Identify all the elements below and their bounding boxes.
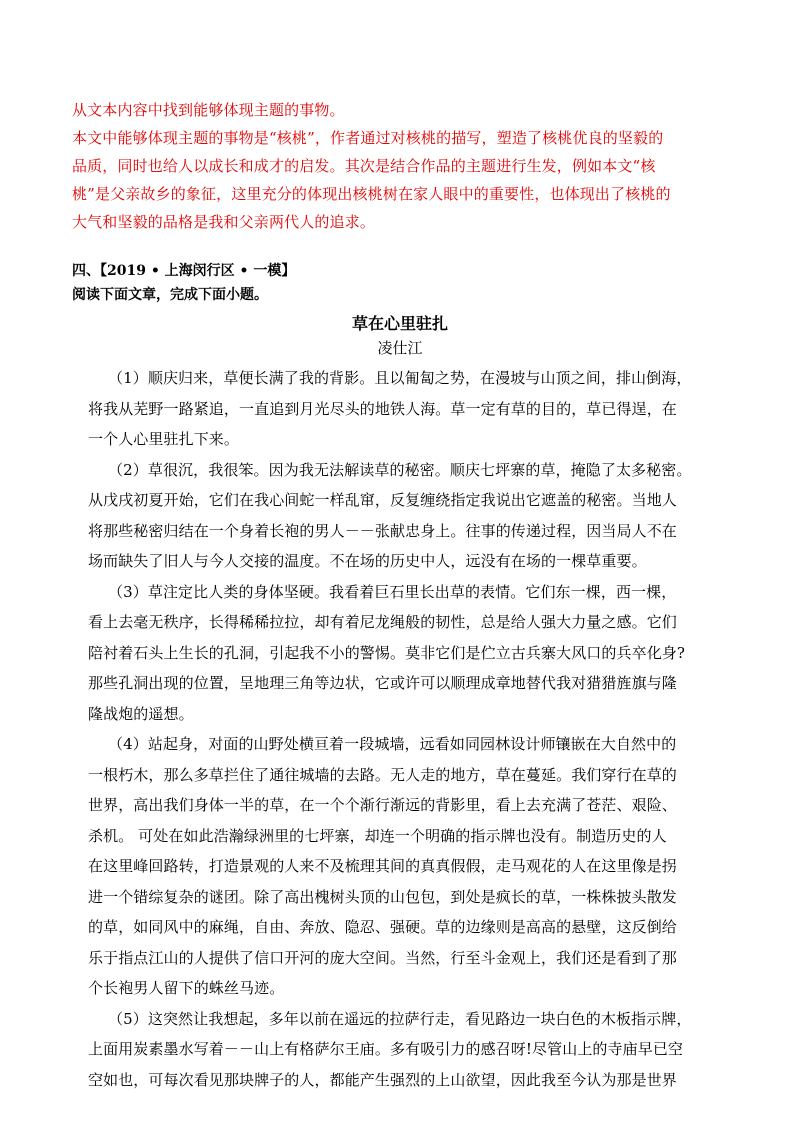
answer-line: 大气和坚毅的品格是我和父亲两代人的追求。 [72,213,376,231]
article-title: 草在心里驻扎 [351,314,448,333]
answer-line: 品质，同时也给人以成长和成才的启发。其次是结合作品的主题进行生发，例如本文“核 [72,157,656,175]
answer-line: 桃”是父亲故乡的象征，这里充分的体现出核桃树在家人眼中的重要性，也体现出了核桃的 [72,185,671,203]
article-line: 从戊戌初夏开始，它们在我心间蛇一样乱窜，反复缠绕指定我说出它遮盖的秘密。当地人 [88,491,677,509]
article-line: 杀机。 可处在如此浩瀚绿洲里的七坪寨，却连一个明确的指示牌也没有。制造历史的人 [88,826,667,845]
article-line: 世界，高出我们身体一半的草，在一个个渐行渐远的背影里，看上去充满了苍茫、艰险、 [88,796,677,814]
answer-line: 本文中能够体现主题的事物是“核桃”，作者通过对核桃的描写，塑造了核桃优良的坚毅的 [72,129,664,147]
section-heading: 四、【2019 • 上海闵行区 • 一模】 [72,263,296,279]
article-line: 看上去毫无秩序，长得稀稀拉拉，却有着尼龙绳般的韧性，总是给人强大力量之感。它们 [88,613,677,631]
article-line: 那些孔洞出现的位置，呈地理三角等边状，它或许可以顺理成章地替代我对猎猎旌旗与隆 [88,674,677,692]
article-line: 空如也，可每次看见那块牌子的人，都能产生强烈的上山欲望，因此我至今认为那是世界 [88,1070,677,1089]
article-line: 场而缺失了旧人与今人交接的温度。不在场的历史中人，远没有在场的一棵草重要。 [88,552,647,570]
article-line: 陪衬着石头上生长的孔洞，引起我不小的警惕。莫非它们是伫立古兵寨大风口的兵卒化身? [88,643,686,662]
article-line: （2）草很沉，我很笨。因为我无法解读草的秘密。顺庆七坪寨的草，掩隐了太多秘密。 [108,460,692,479]
section-instruction: 阅读下面文章，完成下面小题。 [72,287,268,303]
article-line: （1）顺庆归来，草便长满了我的背影。且以匍匐之势，在漫坡与山顶之间，排山倒海， [108,369,692,387]
article-line: 将那些秘密归结在一个身着长袍的男人－－张献忠身上。往事的传递过程，因当局人不在 [88,521,677,540]
article-line: 个长袍男人留下的蛛丝马迹。 [88,979,285,997]
article-line: （4）站起身，对面的山野处横亘着一段城墙，远看如同园林设计师镶嵌在大自然中的 [108,735,677,753]
answer-line: 从文本内容中找到能够体现主题的事物。 [72,101,345,119]
article-body [88,363,744,1095]
article-line: 将我从芜野一路紧追，一直追到月光尽头的地铁人海。草一定有草的目的，草已得逞，在 [88,399,677,418]
article-line: （3）草注定比人类的身体坚硬。我看着巨石里长出草的表情。它们东一棵，西一棵， [108,582,677,601]
article-line: 隆战炮的遥想。 [88,704,194,723]
article-author: 凌仕江 [377,339,423,357]
article-line: 乐于指点江山的人提供了信口开河的庞大空间。当然，行至斗金观上，我们还是看到了那 [88,948,677,967]
article-line: 一根朽木，那么多草拦住了通往城墙的去路。无人走的地方，草在蔓延。我们穿行在草的 [88,765,677,784]
article-line: 一个人心里驻扎下来。 [88,430,240,448]
article-line: 在这里峰回路转，打造景观的人来不及梳理其间的真真假假，走马观花的人在这里像是拐 [88,857,677,875]
article-line: 上面用炭素墨水写着－－山上有格萨尔王庙。多有吸引力的感召呀!尽管山上的寺庙早已空 [88,1040,684,1058]
article-line: 进一个错综复杂的谜团。除了高出槐树头顶的山包包，到处是疯长的草，一株株披头散发 [88,887,677,906]
answer-analysis [72,96,728,236]
article-line: （5）这突然让我想起，多年以前在遥远的拉萨行走，看见路边一块白色的木板指示牌， [108,1009,692,1028]
article-line: 的草，如同风中的麻绳，自由、奔放、隐忍、强硬。草的边缘则是高高的悬壁，这反倒给 [88,918,677,936]
